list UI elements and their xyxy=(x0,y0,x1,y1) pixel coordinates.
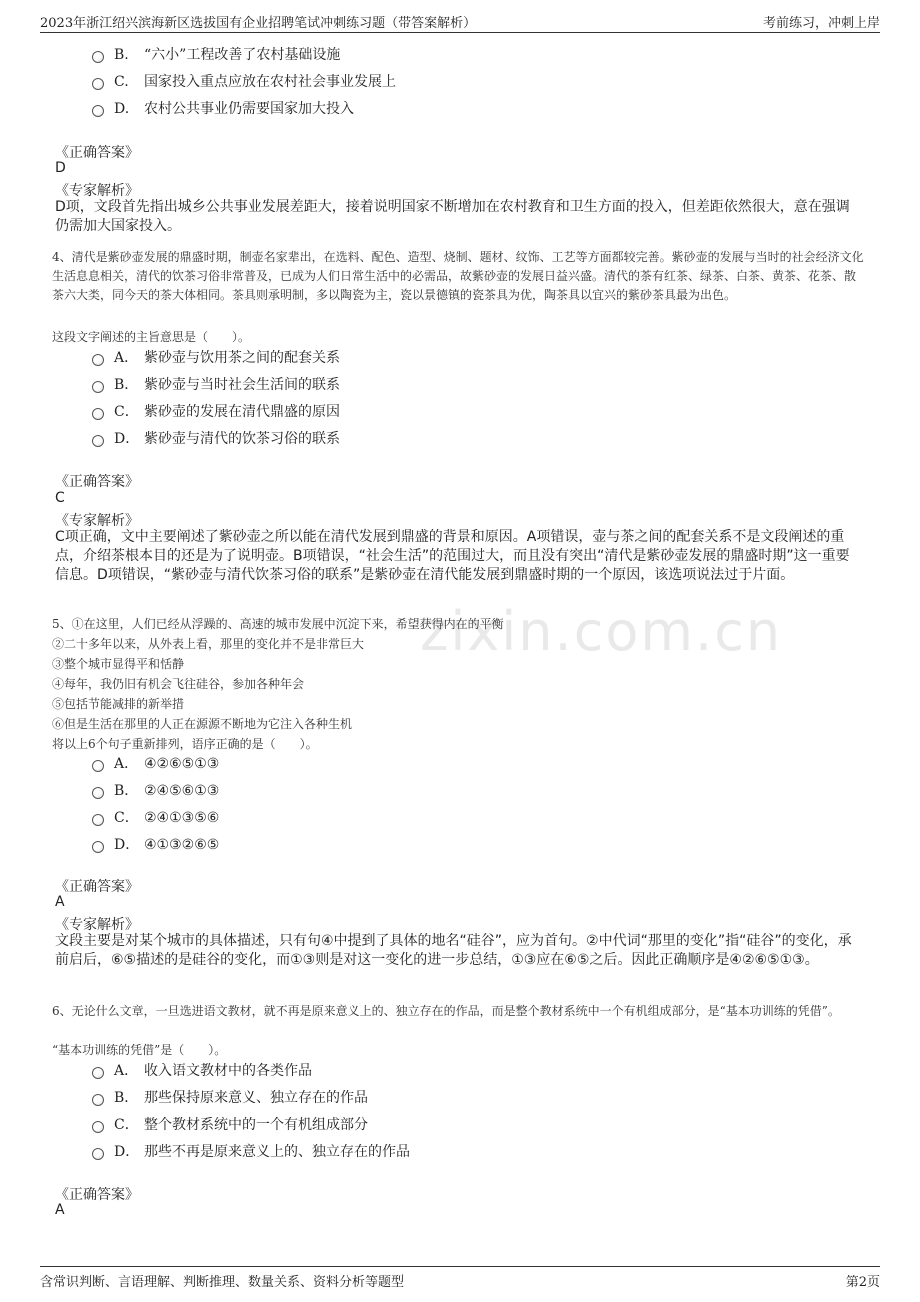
q6-option-b[interactable]: B． 那些保持原来意义、独立存在的作品 xyxy=(92,1087,368,1109)
radio-icon[interactable] xyxy=(92,105,104,117)
radio-icon[interactable] xyxy=(92,408,104,420)
q5-line: ⑤包括节能减排的新举措 xyxy=(52,697,185,711)
radio-icon[interactable] xyxy=(92,354,104,366)
q6-question: “基本功训练的凭借”是（ ）。 xyxy=(52,1043,227,1057)
radio-icon[interactable] xyxy=(92,78,104,90)
q4-option-a[interactable]: A． 紫砂壶与饮用茶之间的配套关系 xyxy=(92,347,340,369)
q4-answer: C xyxy=(55,490,65,506)
q5-line: ⑥但是生活在那里的人正在源源不断地为它注入各种生机 xyxy=(52,717,353,731)
q4-analysis: C项正确，文中主要阐述了紫砂壶之所以能在清代发展到鼎盛的背景和原因。A项错误，壶与茶之间的配套关系不是文段阐述的重点，介绍茶根本目的还是为了说明壶。B项错误，“社会生活”的范围过大，而且没有突出“清代是紫砂壶发展的鼎盛时期”这一重要信息。D项错误，“紫砂壶与清代饮茶习俗的联系”是紫砂壶在清代能发展到鼎盛时期的一个原因，该选项说法过于片面。 xyxy=(55,529,850,583)
q5-answer: A xyxy=(55,894,65,910)
radio-icon[interactable] xyxy=(92,760,104,772)
q5-option-a[interactable]: A． ④②⑥⑤①③ xyxy=(92,753,219,775)
radio-icon[interactable] xyxy=(92,1148,104,1160)
q3-answer-label: 《正确答案》 xyxy=(55,145,139,161)
radio-icon[interactable] xyxy=(92,381,104,393)
q3-option-b[interactable]: B. “六小”工程改善了农村基础设施 xyxy=(92,44,340,66)
q6-answer-label: 《正确答案》 xyxy=(55,1187,139,1203)
radio-icon[interactable] xyxy=(92,814,104,826)
q5-line: ④每年，我仍旧有机会飞往硅谷，参加各种年会 xyxy=(52,677,305,691)
q6-option-d[interactable]: D． 那些不再是原来意义上的、独立存在的作品 xyxy=(92,1141,410,1163)
radio-icon[interactable] xyxy=(92,841,104,853)
q6-option-c[interactable]: C． 整个教材系统中的一个有机组成部分 xyxy=(92,1114,368,1136)
q4-analysis-label: 《专家解析》 xyxy=(55,513,139,529)
q4-stem: 4、清代是紫砂壶发展的鼎盛时期，制壶名家辈出，在选料、配色、造型、烧制、题材、纹饰、工艺等方面都较完善。紫砂壶的发展与当时的社会经济文化生活息息相关，清代的饮茶习俗非常普及，已成为人们日常生活中的必需品，故紫砂壶的发展日益兴盛。清代的茶有红茶、绿茶、白茶、黄茶、花茶、散茶六大类，同今天的茶大体相同。茶具则承明制，多以陶瓷为主，瓷以景德镇的瓷茶具为优，陶茶具以宜兴的紫砂茶具最为出色。 xyxy=(52,250,864,302)
radio-icon[interactable] xyxy=(92,1094,104,1106)
q6-option-a[interactable]: A． 收入语文教材中的各类作品 xyxy=(92,1060,312,1082)
q4-question: 这段文字阐述的主旨意思是（ ）。 xyxy=(52,330,251,344)
q5-analysis-label: 《专家解析》 xyxy=(55,917,139,933)
q5-answer-label: 《正确答案》 xyxy=(55,879,139,895)
radio-icon[interactable] xyxy=(92,51,104,63)
q3-analysis: D项，文段首先指出城乡公共事业发展差距大，接着说明国家不断增加在农村教育和卫生方面的投入，但差距依然很大，意在强调仍需加大国家投入。 xyxy=(55,199,850,234)
document-title: 2023年浙江绍兴滨海新区选拔国有企业招聘笔试冲刺练习题（带答案解析） xyxy=(40,16,477,31)
q5-line: 5、①在这里，人们已经从浮躁的、高速的城市发展中沉淀下来，希望获得内在的平衡 xyxy=(52,617,504,631)
q3-option-d[interactable]: D. 农村公共事业仍需要国家加大投入 xyxy=(92,98,354,120)
q3-option-c[interactable]: C. 国家投入重点应放在农村社会事业发展上 xyxy=(92,71,396,93)
q5-analysis: 文段主要是对某个城市的具体描述，只有句④中提到了具体的地名“硅谷”，应为首句。②中代词“那里的变化”指“硅谷”的变化，承前启后，⑥⑤描述的是硅谷的变化，而①③则是对这一变化的进一步总结，①③应在⑥⑤之后。因此正确顺序是④②⑥⑤①③。 xyxy=(55,933,852,968)
q5-line: ②二十多年以来，从外表上看，那里的变化并不是非常巨大 xyxy=(52,637,365,651)
footer-topics: 含常识判断、言语理解、判断推理、数量关系、资料分析等题型 xyxy=(40,1275,405,1290)
q5-option-c[interactable]: C． ②④①③⑤⑥ xyxy=(92,807,219,829)
q5-question: 将以上6个句子重新排列，语序正确的是（ ）。 xyxy=(52,737,318,751)
q5-line: ③整个城市显得平和恬静 xyxy=(52,657,185,671)
radio-icon[interactable] xyxy=(92,1121,104,1133)
q4-option-d[interactable]: D． 紫砂壶与清代的饮茶习俗的联系 xyxy=(92,428,340,450)
page-footer xyxy=(40,1266,880,1291)
q3-analysis-label: 《专家解析》 xyxy=(55,183,139,199)
q6-stem: 6、无论什么文章，一旦选进语文教材，就不再是原来意义上的、独立存在的作品，而是整个教材系统中一个有机组成部分，是“基本功训练的凭借”。 xyxy=(52,1004,840,1018)
q4-answer-label: 《正确答案》 xyxy=(55,474,139,490)
header-slogan: 考前练习，冲刺上岸 xyxy=(762,16,880,31)
radio-icon[interactable] xyxy=(92,787,104,799)
q5-option-b[interactable]: B． ②④⑤⑥①③ xyxy=(92,780,219,802)
q3-answer: D xyxy=(55,160,66,176)
page-header xyxy=(40,10,880,33)
radio-icon[interactable] xyxy=(92,435,104,447)
radio-icon[interactable] xyxy=(92,1067,104,1079)
page-number: 第2页 xyxy=(845,1275,880,1290)
q5-option-d[interactable]: D． ④①③②⑥⑤ xyxy=(92,834,219,856)
q4-option-b[interactable]: B． 紫砂壶与当时社会生活间的联系 xyxy=(92,374,340,396)
q6-answer: A xyxy=(55,1202,65,1218)
q4-option-c[interactable]: C． 紫砂壶的发展在清代鼎盛的原因 xyxy=(92,401,340,423)
watermark: zixin.com.cn xyxy=(420,600,783,663)
